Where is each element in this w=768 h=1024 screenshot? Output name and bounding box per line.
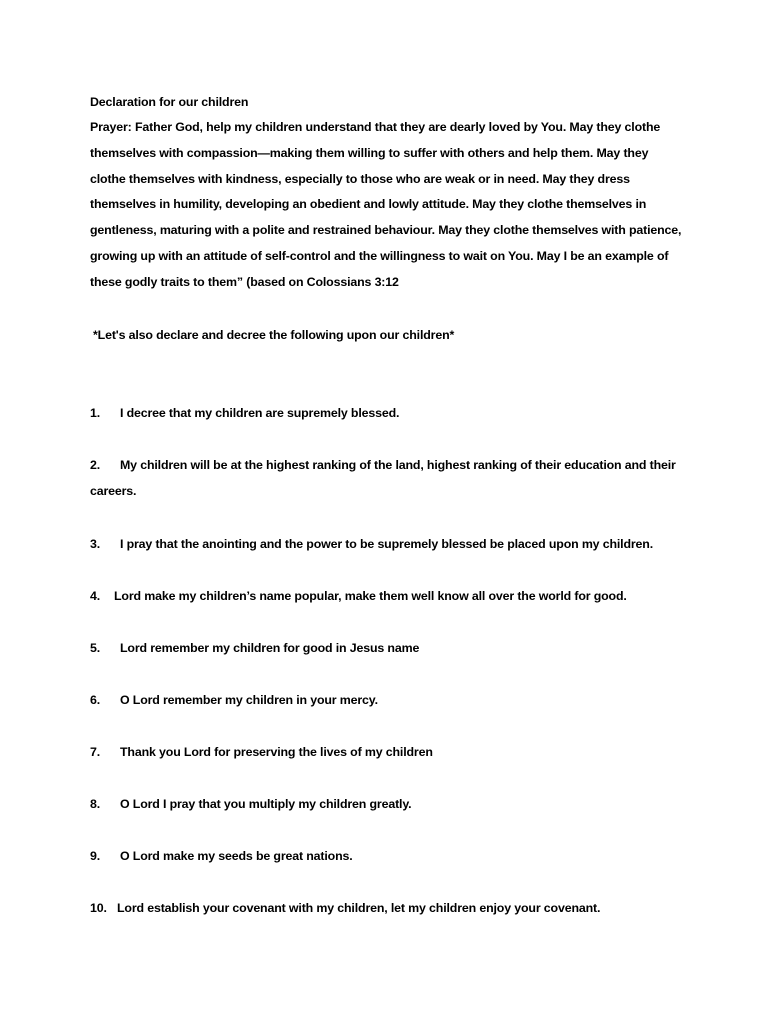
list-item-number: 6. <box>90 693 101 707</box>
list-item-number: 10. <box>90 901 107 915</box>
list-item-text: Lord remember my children for good in Jesus name <box>120 641 420 655</box>
list-item-number: 3. <box>90 537 101 551</box>
prayer-line-4: themselves in humility, developing an obedient and lowly attitude. May they clothe themselves in <box>90 197 647 212</box>
list-item-number: 4. <box>90 589 101 603</box>
prayer-line-5: gentleness, maturing with a polite and restrained behaviour. May they clothe themselves with patience, <box>90 223 682 238</box>
prayer-line-1 <box>90 115 690 141</box>
document-title: Declaration for our children <box>90 95 249 109</box>
list-item-text: O Lord I pray that you multiply my children greatly. <box>120 797 412 811</box>
list-item-text: Thank you Lord for preserving the lives of my children <box>120 745 433 759</box>
list-item-text: O Lord make my seeds be great nations. <box>120 849 353 863</box>
prayer-line-6: growing up with an attitude of self-control and the willingness to wait on You. May I be an example of <box>90 248 669 263</box>
prayer-text-1: Father God, help my children understand that they are dearly loved by You. May they clothe <box>131 120 661 134</box>
list-item-number: 2. <box>90 458 101 472</box>
list-item-2-continuation: careers. <box>90 484 137 498</box>
list-item-text: My children will be at the highest ranking of the land, highest ranking of their education and their <box>120 458 676 472</box>
list-item-9 <box>90 843 353 869</box>
list-item-1 <box>90 400 399 426</box>
list-item-10 <box>90 895 600 921</box>
list-item-number: 7. <box>90 745 101 759</box>
prayer-line-2: themselves with compassion—making them willing to suffer with others and help them. May they <box>90 145 649 160</box>
prayer-line-7: these godly traits to them” (based on Colossians 3:12 <box>90 274 399 289</box>
list-item-text: Lord establish your covenant with my children, let my children enjoy your covenant. <box>117 901 601 915</box>
list-item-3 <box>90 531 653 557</box>
declare-heading: *Let's also declare and decree the following upon our children* <box>93 328 455 342</box>
list-item-number: 1. <box>90 406 101 420</box>
list-item-text: I decree that my children are supremely blessed. <box>120 406 400 420</box>
list-item-6 <box>90 687 378 713</box>
list-item-text: O Lord remember my children in your mercy. <box>120 693 378 707</box>
prayer-line-3: clothe themselves with kindness, especially to those who are weak or in need. May they dress <box>90 171 630 186</box>
prayer-label: Prayer: <box>90 120 132 134</box>
list-item-number: 8. <box>90 797 101 811</box>
list-item-number: 5. <box>90 641 101 655</box>
list-item-7 <box>90 739 433 765</box>
list-item-text: I pray that the anointing and the power to be supremely blessed be placed upon my children. <box>120 537 654 551</box>
list-item-2 <box>90 452 676 478</box>
list-item-text: Lord make my children’s name popular, make them well know all over the world for good. <box>114 589 627 603</box>
prayer-paragraph <box>90 115 690 296</box>
list-item-8 <box>90 791 411 817</box>
list-item-4 <box>90 583 627 609</box>
list-item-5 <box>90 635 419 661</box>
list-item-number: 9. <box>90 849 101 863</box>
